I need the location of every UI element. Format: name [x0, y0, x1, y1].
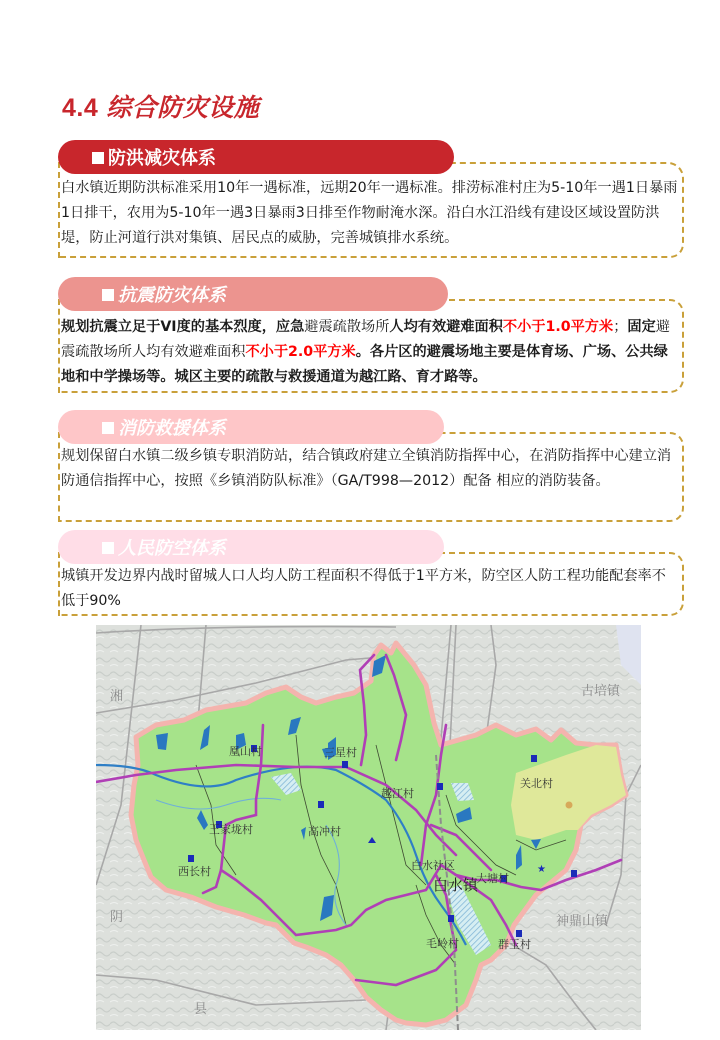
label-village: 关北村: [520, 777, 553, 790]
label-yin: 阴: [110, 910, 124, 925]
section-flood-control: [58, 140, 684, 258]
fire-station-icon: [437, 783, 443, 790]
label-village: 西长村: [178, 865, 211, 878]
disaster-prevention-map: [96, 625, 641, 1030]
section-header: [58, 530, 444, 564]
section-earthquake: [58, 277, 684, 393]
heading-text: 消防救援体系: [118, 418, 226, 439]
square-bullet-icon: [102, 422, 114, 434]
fire-station-icon: [318, 801, 324, 808]
highlight-area-1: 不小于1.0平方米: [502, 319, 614, 335]
section-header: [58, 277, 448, 311]
label-xian: 县: [194, 1002, 208, 1017]
label-xiang: 湘: [110, 689, 124, 704]
text-run: ；: [613, 319, 628, 335]
section-body: 白水镇近期防洪标准采用10年一遇标准，远期20年一遇标准。排涝标准村庄为5-10年一遇1日暴雨1日排干，农用为5-10年一遇3日暴雨3日排至作物耐淹水深。沿白水江沿线有建设区域设置防洪堤，防止河道行洪对集镇、居民点的威胁，完善城镇排水系统。: [61, 180, 678, 246]
label-village: 高冲村: [308, 825, 341, 838]
text-run: 规划抗震立足于VI度的基本烈度，应急: [61, 319, 305, 335]
map-svg: [96, 625, 641, 1030]
square-bullet-icon: [92, 152, 104, 164]
section-heading-label: [102, 534, 226, 560]
section-number: 4.4: [62, 94, 99, 122]
section-heading-label: [92, 144, 216, 170]
heading-text: 防洪减灾体系: [108, 148, 216, 169]
label-village: 大塘村: [476, 872, 509, 885]
label-village: 白水社区: [411, 859, 455, 872]
section-body: 规划保留白水镇二级乡镇专职消防站，结合镇政府建立全镇消防指挥中心，在消防指挥中心建立消防通信指挥中心，按照《乡镇消防队标准》（GA/T998—2012）配备 相应的消防装备。: [61, 448, 672, 489]
section-heading-label: [102, 281, 226, 307]
zone-marker: [566, 802, 573, 809]
label-gupei-town: 古培镇: [581, 684, 621, 699]
fire-station-icon: [448, 915, 454, 922]
label-village: 王家垅村: [209, 823, 253, 836]
fire-station-icon: [516, 930, 522, 937]
fire-station-icon: [188, 855, 194, 862]
section-header: [58, 410, 444, 444]
text-run: 。各片区的避震场地主要是体育场、广场、公共绿地和中学操场等。城区主要的疏散与救援通道为越江路、育才路等。: [61, 344, 668, 385]
section-heading-label: [102, 414, 226, 440]
section-body: 城镇开发边界内战时留城人口人均人防工程面积不得低于1平方米，防空区人防工程功能配套率不低于90%: [61, 568, 666, 609]
square-bullet-icon: [102, 542, 114, 554]
heading-text: 人民防空体系: [118, 538, 226, 559]
section-body: [61, 315, 678, 390]
section-civil-air-defense: [58, 530, 684, 616]
text-run: 避震疏散场所人均有效避难面积: [61, 319, 670, 360]
fire-station-icon: [342, 761, 348, 768]
label-village: 三星村: [324, 746, 357, 759]
label-village: 越江村: [381, 787, 414, 800]
square-bullet-icon: [102, 289, 114, 301]
section-header: [58, 140, 454, 174]
fire-station-icon: [571, 870, 577, 877]
section-title: 综合防灾设施: [106, 94, 260, 122]
label-baishui-town: 白水镇: [433, 876, 479, 894]
text-run: 固定: [627, 319, 656, 335]
label-village: 群玉村: [498, 938, 531, 951]
label-shendingshan-town: 神鼎山镇: [556, 914, 609, 929]
fire-station-icon: [531, 755, 537, 762]
heading-text: 抗震防灾体系: [118, 285, 226, 306]
text-run: 人均有效避难面积: [389, 319, 503, 335]
label-village: 毛岭村: [426, 937, 459, 950]
town-star-icon: ★: [537, 864, 546, 875]
page-title: [62, 88, 259, 124]
section-fire-rescue: [58, 410, 684, 522]
label-village: 凰山村: [229, 745, 262, 758]
highlight-area-2: 不小于2.0平方米: [245, 344, 356, 360]
text-run: 避震疏散场所: [304, 319, 390, 335]
